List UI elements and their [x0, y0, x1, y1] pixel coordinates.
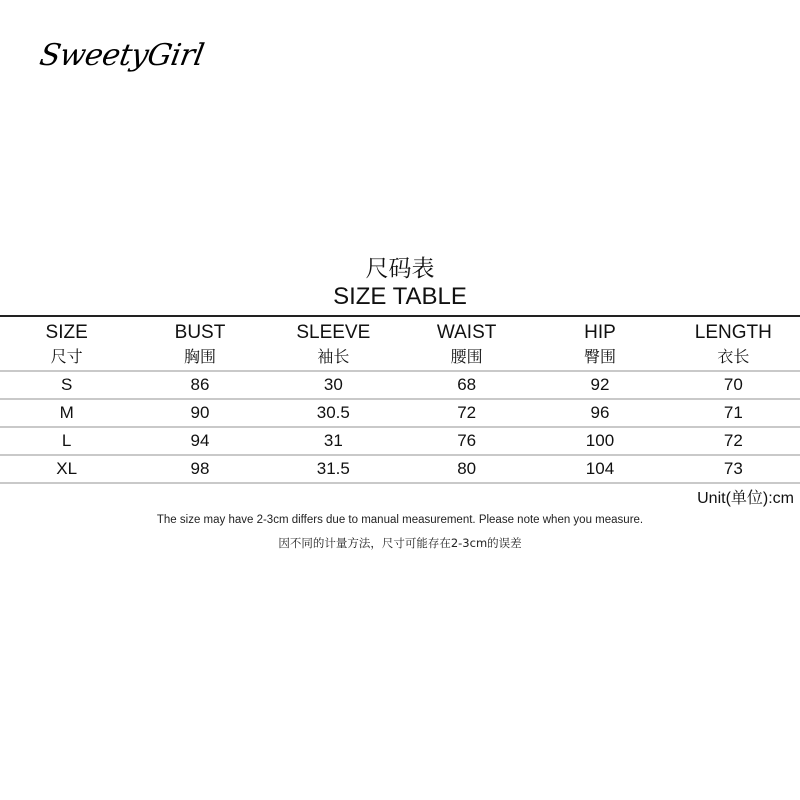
table-cell: S	[60, 375, 73, 394]
header-sleeve: SLEEVE	[296, 322, 371, 343]
table-cell: 71	[723, 403, 743, 422]
table-cell: M	[59, 403, 74, 422]
header-waist: WAIST	[436, 322, 497, 343]
table-cell: 86	[190, 375, 210, 394]
table-row	[0, 427, 800, 455]
header-length-cn: 衣长	[717, 347, 750, 366]
size-table-title-en: SIZE TABLE	[333, 283, 467, 310]
header-waist-cn: 腰围	[450, 347, 483, 366]
header-hip-cn: 臀围	[583, 347, 616, 366]
size-table-title-cn: 尺码表	[365, 256, 435, 282]
table-cell: 98	[190, 459, 210, 478]
table-cell: 73	[723, 459, 743, 478]
table-cell: 31	[323, 431, 343, 450]
table-cell: 31.5	[316, 459, 350, 478]
table-cell: 90	[190, 403, 210, 422]
header-length: LENGTH	[694, 322, 772, 343]
header-sleeve-cn: 袖长	[317, 347, 350, 366]
header-row-en	[0, 316, 800, 344]
header-size: SIZE	[45, 322, 88, 343]
table-cell: 92	[590, 375, 610, 394]
table-cell: 30	[323, 375, 343, 394]
table-cell: 68	[457, 375, 477, 394]
header-bust-cn: 胸围	[183, 347, 216, 366]
table-cell: 96	[590, 403, 610, 422]
table-cell: 72	[723, 431, 743, 450]
header-bust: BUST	[174, 322, 226, 343]
table-cell: 76	[457, 431, 477, 450]
table-cell: 70	[723, 375, 743, 394]
size-table	[0, 315, 800, 484]
table-cell: 100	[585, 431, 615, 450]
table-cell: 30.5	[316, 403, 350, 422]
table-cell: 72	[457, 403, 477, 422]
header-hip: HIP	[584, 322, 616, 343]
table-row	[0, 399, 800, 427]
header-size-cn: 尺寸	[50, 347, 83, 366]
table-cell: XL	[56, 459, 78, 478]
table-cell: 94	[190, 431, 210, 450]
table-row	[0, 371, 800, 399]
table-row	[0, 455, 800, 483]
table-cell: 80	[457, 459, 477, 478]
measurement-note-en: The size may have 2-3cm differs due to manual measurement. Please note when you measure.	[156, 514, 644, 526]
brand-logo: SweetyGirl	[36, 38, 207, 73]
table-cell: L	[61, 431, 72, 450]
header-row-cn	[0, 344, 800, 371]
table-cell: 104	[585, 459, 615, 478]
unit-label: Unit(单位):cm	[697, 490, 794, 507]
measurement-note-cn: 因不同的计量方法，尺寸可能存在2-3cm的误差	[278, 536, 522, 550]
